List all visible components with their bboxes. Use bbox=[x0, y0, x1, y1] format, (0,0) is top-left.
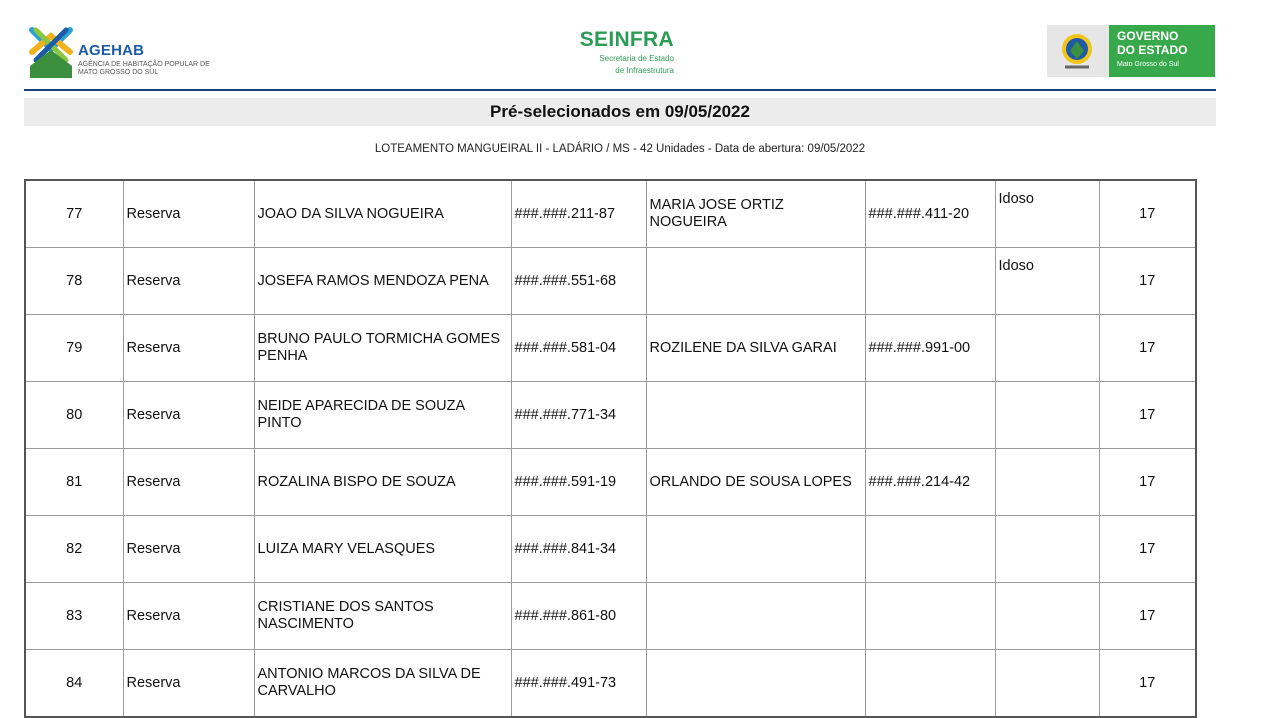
governo-title bbox=[1117, 29, 1187, 57]
row-spouse-cpf bbox=[865, 516, 995, 583]
row-category bbox=[995, 315, 1099, 382]
row-cpf: ###.###.591-19 bbox=[511, 449, 646, 516]
row-status: Reserva bbox=[123, 516, 254, 583]
row-spouse-cpf bbox=[865, 248, 995, 315]
table-row bbox=[25, 180, 1196, 248]
table-row bbox=[25, 650, 1196, 718]
row-points: 17 bbox=[1099, 315, 1196, 382]
row-name: ANTONIO MARCOS DA SILVA DE CARVALHO bbox=[254, 650, 511, 718]
row-points: 17 bbox=[1099, 449, 1196, 516]
seinfra-name: SEINFRA bbox=[579, 28, 674, 51]
seinfra-logo bbox=[564, 28, 674, 76]
row-cpf: ###.###.551-68 bbox=[511, 248, 646, 315]
row-status: Reserva bbox=[123, 248, 254, 315]
row-category bbox=[995, 449, 1099, 516]
header-divider bbox=[24, 89, 1216, 91]
page-subtitle: LOTEAMENTO MANGUEIRAL II - LADÁRIO / MS - 42 Unidades - Data de abertura: 09/05/2022 bbox=[374, 143, 866, 155]
governo-line-2: DO ESTADO bbox=[1117, 43, 1188, 57]
row-status: Reserva bbox=[123, 382, 254, 449]
results-table-container bbox=[24, 179, 1197, 718]
governo-panel bbox=[1109, 25, 1215, 77]
row-spouse-cpf: ###.###.214-42 bbox=[865, 449, 995, 516]
governo-logo bbox=[1047, 25, 1215, 77]
row-category bbox=[995, 583, 1099, 650]
row-cpf: ###.###.841-34 bbox=[511, 516, 646, 583]
row-spouse-name bbox=[646, 650, 865, 718]
table-row bbox=[25, 382, 1196, 449]
row-status: Reserva bbox=[123, 315, 254, 382]
governo-line-1: GOVERNO bbox=[1117, 29, 1179, 43]
row-category: Idoso bbox=[995, 248, 1099, 315]
row-spouse-cpf bbox=[865, 583, 995, 650]
row-number: 83 bbox=[25, 583, 123, 650]
agehab-house-icon bbox=[26, 22, 76, 78]
page-title: Pré-selecionados em 09/05/2022 bbox=[24, 98, 1216, 126]
seinfra-sub-1: Secretaria de Estado bbox=[599, 54, 674, 63]
row-number: 80 bbox=[25, 382, 123, 449]
row-name: ROZALINA BISPO DE SOUZA bbox=[254, 449, 511, 516]
row-status: Reserva bbox=[123, 449, 254, 516]
row-name: CRISTIANE DOS SANTOS NASCIMENTO bbox=[254, 583, 511, 650]
row-category bbox=[995, 382, 1099, 449]
agehab-subtitle: AGÊNCIA DE HABITAÇÃO POPULAR DE MATO GROSSO DO SUL bbox=[78, 61, 210, 76]
row-name: JOSEFA RAMOS MENDOZA PENA bbox=[254, 248, 511, 315]
row-number: 79 bbox=[25, 315, 123, 382]
row-name: LUIZA MARY VELASQUES bbox=[254, 516, 511, 583]
row-category: Idoso bbox=[995, 180, 1099, 248]
results-table bbox=[24, 179, 1197, 718]
row-cpf: ###.###.211-87 bbox=[511, 180, 646, 248]
row-number: 81 bbox=[25, 449, 123, 516]
table-row bbox=[25, 516, 1196, 583]
row-status: Reserva bbox=[123, 650, 254, 718]
table-row bbox=[25, 315, 1196, 382]
row-name: NEIDE APARECIDA DE SOUZA PINTO bbox=[254, 382, 511, 449]
row-name: BRUNO PAULO TORMICHA GOMES PENHA bbox=[254, 315, 511, 382]
row-spouse-name bbox=[646, 583, 865, 650]
table-row bbox=[25, 583, 1196, 650]
row-spouse-cpf: ###.###.411-20 bbox=[865, 180, 995, 248]
row-cpf: ###.###.491-73 bbox=[511, 650, 646, 718]
row-cpf: ###.###.581-04 bbox=[511, 315, 646, 382]
document-header bbox=[24, 0, 1216, 92]
row-spouse-name bbox=[646, 382, 865, 449]
row-points: 17 bbox=[1099, 516, 1196, 583]
row-cpf: ###.###.771-34 bbox=[511, 382, 646, 449]
row-status: Reserva bbox=[123, 583, 254, 650]
state-crest-icon bbox=[1059, 29, 1095, 73]
row-points: 17 bbox=[1099, 248, 1196, 315]
crest-box bbox=[1047, 25, 1109, 77]
results-table-body bbox=[25, 180, 1196, 717]
row-points: 17 bbox=[1099, 583, 1196, 650]
table-row bbox=[25, 449, 1196, 516]
row-points: 17 bbox=[1099, 382, 1196, 449]
governo-line-3: Mato Grosso do Sul bbox=[1117, 61, 1179, 68]
row-category bbox=[995, 516, 1099, 583]
agehab-logo bbox=[26, 20, 216, 80]
seinfra-sub-2: de Infraestrutura bbox=[615, 66, 674, 75]
row-points: 17 bbox=[1099, 650, 1196, 718]
row-spouse-cpf bbox=[865, 650, 995, 718]
row-name: JOAO DA SILVA NOGUEIRA bbox=[254, 180, 511, 248]
row-points: 17 bbox=[1099, 180, 1196, 248]
row-number: 84 bbox=[25, 650, 123, 718]
row-number: 77 bbox=[25, 180, 123, 248]
row-spouse-cpf bbox=[865, 382, 995, 449]
row-status: Reserva bbox=[123, 180, 254, 248]
row-number: 82 bbox=[25, 516, 123, 583]
table-row bbox=[25, 248, 1196, 315]
row-spouse-name: MARIA JOSE ORTIZ NOGUEIRA bbox=[646, 180, 865, 248]
row-spouse-name bbox=[646, 248, 865, 315]
row-spouse-name: ORLANDO DE SOUSA LOPES bbox=[646, 449, 865, 516]
agehab-name: AGEHAB bbox=[78, 42, 145, 59]
row-category bbox=[995, 650, 1099, 718]
row-spouse-cpf: ###.###.991-00 bbox=[865, 315, 995, 382]
row-cpf: ###.###.861-80 bbox=[511, 583, 646, 650]
row-spouse-name: ROZILENE DA SILVA GARAI bbox=[646, 315, 865, 382]
row-number: 78 bbox=[25, 248, 123, 315]
row-spouse-name bbox=[646, 516, 865, 583]
